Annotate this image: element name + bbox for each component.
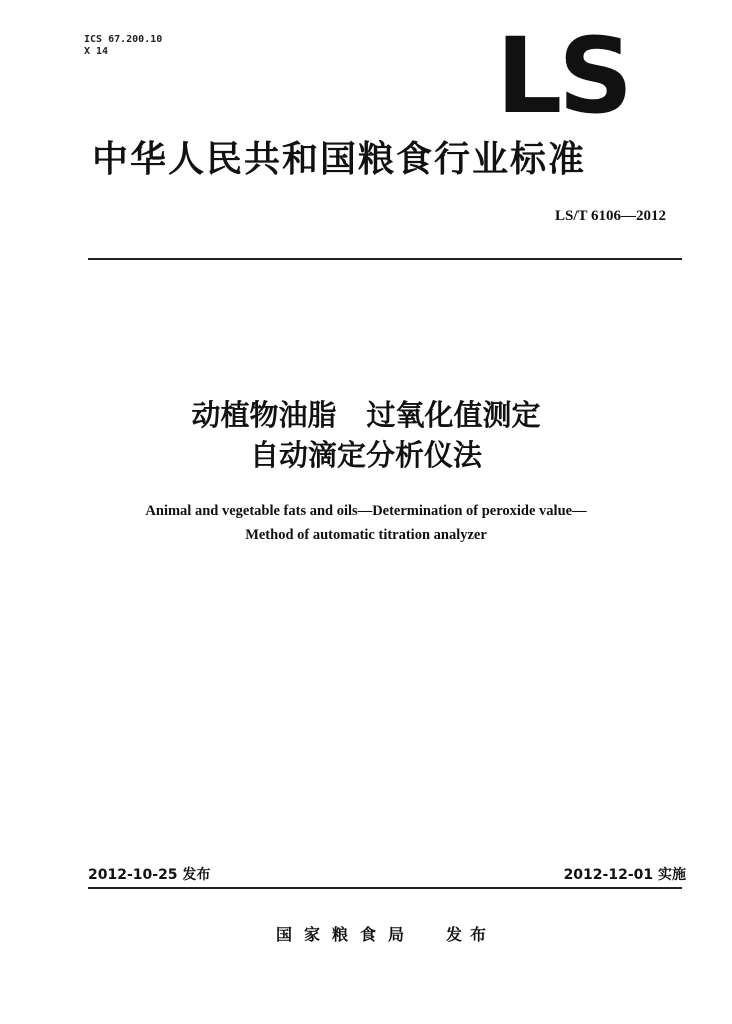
english-title-line-1: Animal and vegetable fats and oils—Determination of peroxide value— <box>145 503 587 519</box>
ics-code: ICS 67.200.10 <box>84 34 163 45</box>
ccs-code: X 14 <box>84 46 109 57</box>
publish-verb: 发布 <box>446 925 495 944</box>
implementation-date: 2012-12-01 实施 <box>563 867 686 883</box>
english-title-line-2: Method of automatic titration analyzer <box>245 527 487 543</box>
chinese-title-part-2: 过氧化值测定 <box>366 398 541 432</box>
classification-codes <box>84 34 162 58</box>
bottom-divider <box>88 887 682 889</box>
chinese-title-line-1 <box>0 397 732 433</box>
chinese-title-line-2: 自动滴定分析仪法 <box>249 438 482 472</box>
issue-date: 2012-10-25 发布 <box>88 867 211 883</box>
chinese-title-part-1: 动植物油脂 <box>191 398 337 432</box>
standard-mark-logo: LS <box>496 15 630 137</box>
publisher-name: 国家粮食局 <box>276 925 417 944</box>
industry-standard-title: 中华人民共和国粮食行业标准 <box>92 139 587 180</box>
top-divider <box>88 258 682 260</box>
standard-number: LS/T 6106—2012 <box>555 208 666 224</box>
